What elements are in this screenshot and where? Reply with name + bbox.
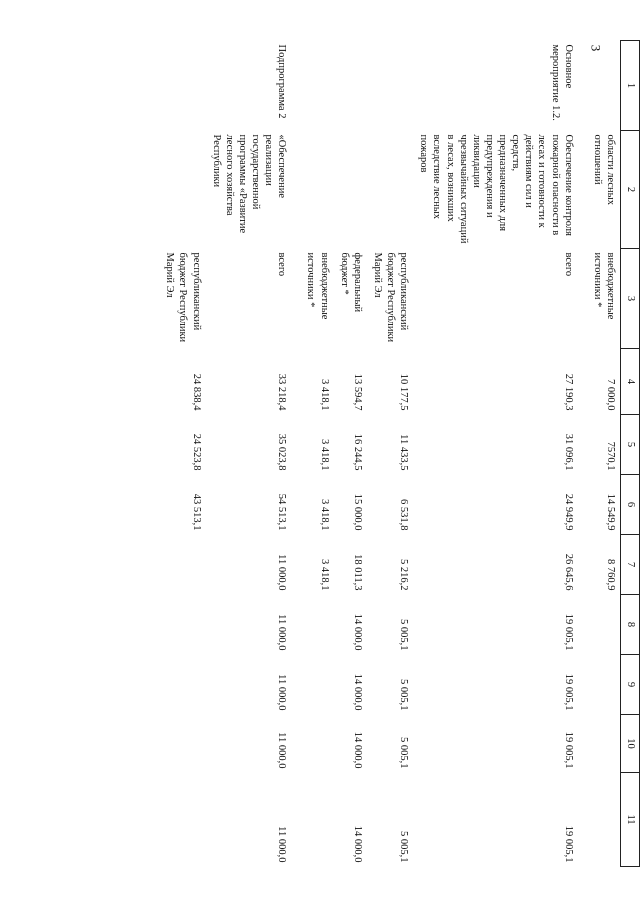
- table-row: [587, 41, 621, 867]
- value-col-11: 19 005,1: [562, 825, 574, 863]
- value-col-6: 24 949,9: [562, 493, 574, 531]
- value-col-8: [587, 595, 621, 655]
- value-col-4: 7 000,0: [605, 379, 616, 411]
- value-col-4: 27 190,3: [562, 373, 574, 411]
- value-col-10: 14 000,0: [351, 731, 363, 769]
- value-col-9: [300, 655, 333, 715]
- program-name: [367, 41, 413, 131]
- value-col-10: 19 005,1: [562, 731, 574, 769]
- value-col-6: 14 549,9: [605, 493, 616, 531]
- column-number-3: 3: [621, 249, 640, 349]
- measure-description: Обеспечение контроля пожарной опасности в лесах и готовности к действиям сил и средств, предназначенных для предупреждения и ликвидации чрезвычайных ситуаций в лесах, возникших вследствие лесных пожаров: [418, 134, 574, 244]
- funding-source: всего: [562, 252, 574, 277]
- value-col-5: 16 244,5: [351, 433, 363, 471]
- program-name: [159, 41, 205, 131]
- value-col-8: 19 005,1: [562, 613, 574, 651]
- column-number-6: 6: [621, 475, 640, 535]
- funding-source: внебюджетные источники *: [591, 252, 616, 320]
- value-col-9: 11 000,0: [276, 674, 288, 711]
- value-col-10: 5 005,1: [398, 737, 410, 769]
- table-body: [159, 41, 620, 867]
- value-col-5: 31 096,1: [562, 433, 574, 471]
- value-col-6: 54 513,1: [276, 493, 288, 531]
- program-name: [334, 41, 367, 131]
- value-col-7: 8 760,9: [605, 559, 616, 591]
- value-col-7: 18 011,3: [351, 554, 363, 591]
- value-col-10: [159, 715, 205, 773]
- funding-source: внебюджетные источники *: [305, 252, 330, 320]
- measure-description: [159, 131, 205, 249]
- value-col-7: 5 216,2: [398, 559, 410, 591]
- value-col-11: 5 005,1: [398, 831, 410, 863]
- measure-description: «Обеспечение реализации государственной программы «Развитие лесного хозяйства Республики: [210, 134, 288, 234]
- table-row: [159, 41, 205, 867]
- value-col-9: [159, 655, 205, 715]
- program-name: [587, 41, 621, 131]
- value-col-7: 26 645,6: [562, 553, 574, 591]
- measure-description: [300, 131, 333, 249]
- value-col-11: [300, 773, 333, 867]
- value-col-6: 15 000,0: [351, 493, 363, 531]
- measure-description: области лесных отношений: [591, 134, 616, 205]
- value-col-10: [300, 715, 333, 773]
- column-number-2: 2: [621, 131, 640, 249]
- value-col-9: [587, 655, 621, 715]
- value-col-11: 11 000,0: [276, 826, 288, 863]
- value-col-11: 14 000,0: [351, 825, 363, 863]
- table-row: [334, 41, 367, 867]
- value-col-6: 6 531,8: [398, 499, 410, 531]
- value-col-4: 3 418,1: [318, 379, 330, 411]
- value-col-5: 3 418,1: [318, 439, 330, 471]
- value-col-8: 14 000,0: [351, 613, 363, 651]
- value-col-5: 7570,1: [605, 441, 616, 471]
- value-col-8: [300, 595, 333, 655]
- value-col-4: 24 838,4: [190, 373, 202, 411]
- column-number-5: 5: [621, 415, 640, 475]
- value-col-9: 14 000,0: [351, 673, 363, 711]
- table-row: [206, 41, 301, 867]
- value-col-4: 10 177,5: [398, 373, 410, 411]
- value-col-7: 11 000,0: [276, 554, 288, 591]
- measure-description: [334, 131, 367, 249]
- column-number-8: 8: [621, 595, 640, 655]
- value-col-4: 13 594,7: [351, 373, 363, 411]
- value-col-7: [159, 535, 205, 595]
- value-col-10: [587, 715, 621, 773]
- column-number-11: 11: [621, 773, 640, 867]
- column-number-9: 9: [621, 655, 640, 715]
- value-col-5: 35 023,8: [276, 433, 288, 471]
- value-col-8: 11 000,0: [276, 614, 288, 651]
- value-col-5: 24 523,8: [190, 433, 202, 471]
- column-number-1: 1: [621, 41, 640, 131]
- value-col-9: 5 005,1: [398, 679, 410, 711]
- budget-table: [159, 40, 640, 867]
- program-name: Основное мероприятие 1.2.: [549, 44, 574, 121]
- column-number-4: 4: [621, 349, 640, 415]
- value-col-11: [159, 773, 205, 867]
- value-col-6: 3 418,1: [318, 499, 330, 531]
- funding-source: федеральный бюджет *: [338, 252, 363, 313]
- value-col-6: 43 513,1: [190, 493, 202, 531]
- table-row: [413, 41, 587, 867]
- value-col-5: 11 433,5: [398, 434, 410, 471]
- value-col-7: 3 418,1: [318, 559, 330, 591]
- value-col-8: 5 005,1: [398, 619, 410, 651]
- program-name: [300, 41, 333, 131]
- landscape-content: [100, 40, 640, 880]
- value-col-10: 11 000,0: [276, 732, 288, 769]
- column-number-row: [621, 41, 640, 867]
- value-col-9: 19 005,1: [562, 673, 574, 711]
- funding-source: республиканский бюджет Республики Марий Эл: [372, 252, 410, 343]
- funding-source: республиканский бюджет Республики Марий Эл: [164, 252, 202, 343]
- column-number-10: 10: [621, 715, 640, 773]
- value-col-8: [159, 595, 205, 655]
- measure-description: [367, 131, 413, 249]
- table-row: [367, 41, 413, 867]
- funding-source: всего: [276, 252, 288, 277]
- program-name: Подпрограмма 2: [276, 44, 288, 119]
- value-col-11: [587, 773, 621, 867]
- page-number: 3: [588, 44, 604, 52]
- table-row: [300, 41, 333, 867]
- value-col-4: 33 218,4: [276, 373, 288, 411]
- column-number-7: 7: [621, 535, 640, 595]
